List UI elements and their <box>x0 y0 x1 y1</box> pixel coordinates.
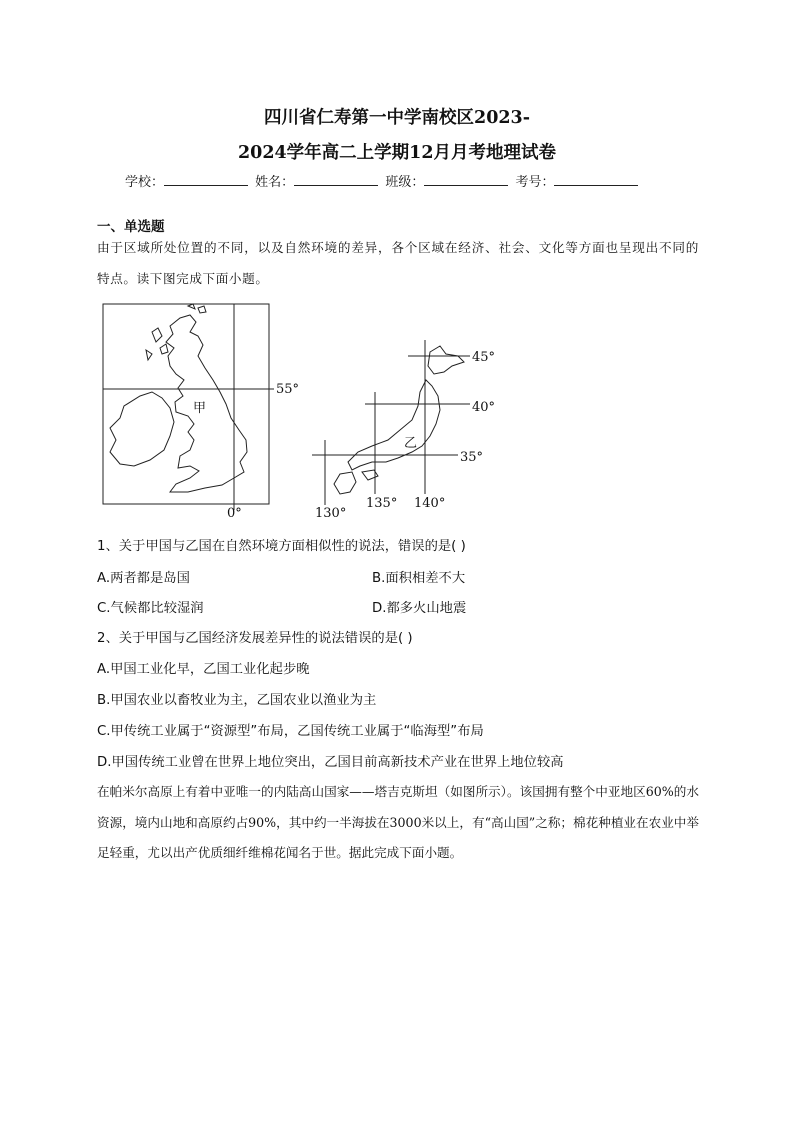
jp-lat40-label: 40° <box>472 400 496 415</box>
question-2-stem: 2、关于甲国与乙国经济发展差异性的说法错误的是( ) <box>97 631 413 646</box>
uk-lat-label: 55° <box>276 382 300 397</box>
q1-option-a[interactable]: A.两者都是岛国 <box>97 571 190 586</box>
q1-option-d[interactable]: D.都多火山地震 <box>372 601 467 616</box>
section-heading: 一、单选题 <box>97 219 165 235</box>
q2-option-c[interactable]: C.甲传统工业属于“资源型”布局，乙国传统工业属于“临海型”布局 <box>97 724 484 739</box>
passage-2: 在帕米尔高原上有着中亚唯一的内陆高山国家——塔吉克斯坦（如图所示）。该国拥有整个中亚地区60%的水资源，境内山地和高原约占90%，其中约一半海拔在3000米以上，有“高山国”之称；棉花种植业在农业中举足轻重，尤以出产优质细纤维棉花闻名于世。据此完成下面小题。 <box>97 784 699 860</box>
ireland-outline <box>110 392 174 466</box>
japan-outline <box>334 346 464 494</box>
map-figure <box>0 0 794 530</box>
jp-lon140-label: 140° <box>414 496 446 511</box>
name-label: 姓名： <box>255 175 295 190</box>
jp-lat45-label: 45° <box>472 350 496 365</box>
jp-lon130-label: 130° <box>315 506 347 521</box>
exam-title-line2: 2024学年高二上学期12月月考地理试卷 <box>237 143 557 163</box>
jp-lon135-label: 135° <box>366 496 398 511</box>
exam-number-label: 考号： <box>515 175 555 190</box>
passage-1: 由于区域所处位置的不同，以及自然环境的差异，各个区域在经济、社会、文化等方面也呈现出不同的特点。读下图完成下面小题。 <box>97 240 699 286</box>
q2-option-a[interactable]: A.甲国工业化早，乙国工业化起步晚 <box>97 662 310 677</box>
jp-lat35-label: 35° <box>460 450 484 465</box>
q1-option-c[interactable]: C.气候都比较湿润 <box>97 601 204 616</box>
school-label: 学校： <box>125 175 165 190</box>
country-a-label: 甲 <box>193 401 207 416</box>
class-label: 班级： <box>385 175 425 190</box>
uk-lon-label: 0° <box>227 506 242 521</box>
exam-title-line1: 四川省仁寿第一中学南校区2023- <box>264 108 530 128</box>
question-1-stem: 1、关于甲国与乙国在自然环境方面相似性的说法，错误的是( ) <box>97 539 466 554</box>
country-b-label: 乙 <box>404 436 418 451</box>
great-britain-outline <box>166 315 247 492</box>
q1-option-b[interactable]: B.面积相差不大 <box>372 571 466 586</box>
q2-option-b[interactable]: B.甲国农业以畜牧业为主，乙国农业以渔业为主 <box>97 693 377 708</box>
q2-option-d[interactable]: D.甲国传统工业曾在世界上地位突出，乙国目前高新技术产业在世界上地位较高 <box>97 755 564 770</box>
